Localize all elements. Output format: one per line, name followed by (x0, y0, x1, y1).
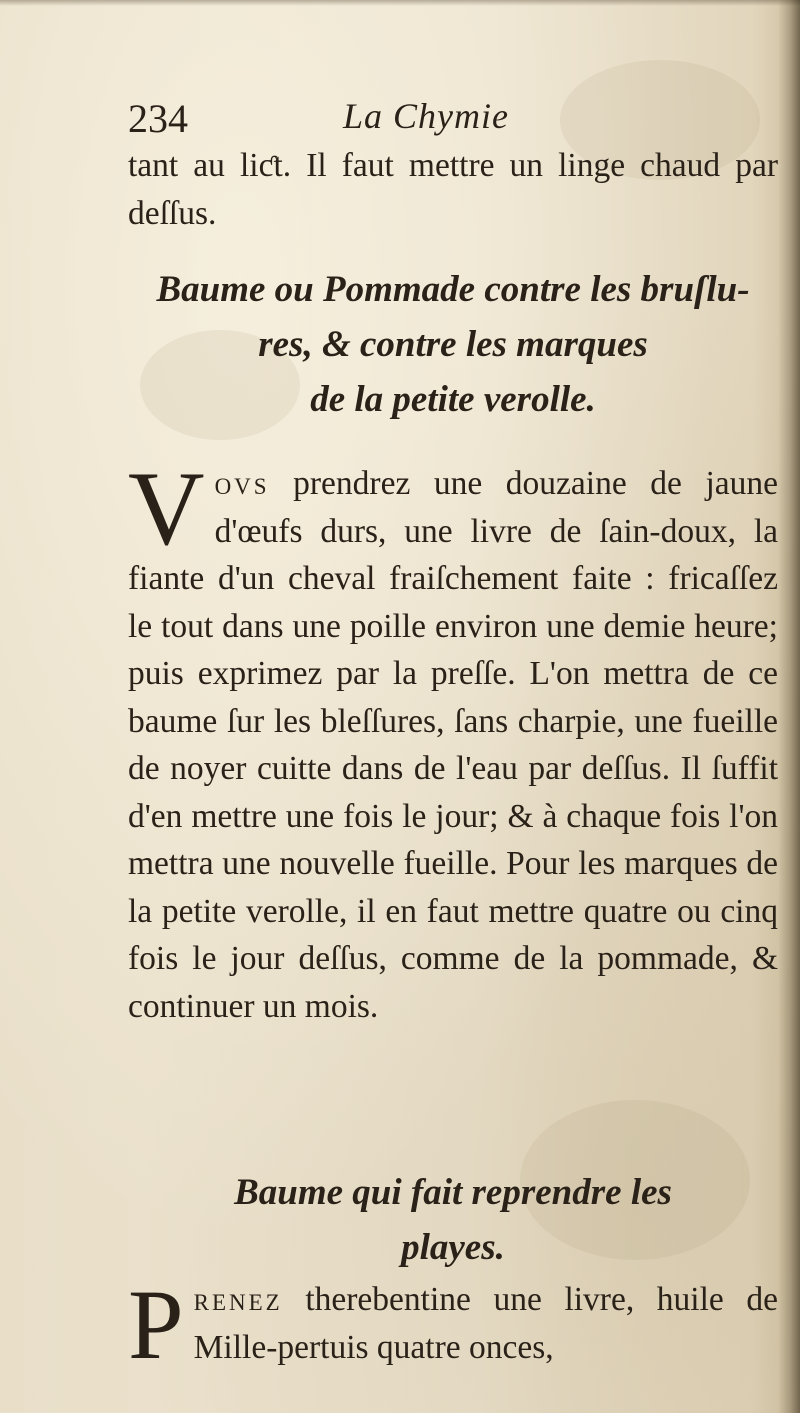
page-top-edge (0, 0, 800, 6)
section1-heading (128, 262, 778, 427)
page-gutter-shadow (778, 0, 800, 1413)
dropcap-letter: P (128, 1269, 184, 1380)
page-number: 234 (128, 96, 188, 141)
section1-heading-line: de la petite verolle. (310, 379, 596, 420)
section1-heading-line: Baume ou Pommade contre les bruſlu- (156, 269, 750, 310)
continuation-text: tant au liƈt. Il faut mettre un linge chaud par deſſus. (128, 147, 778, 232)
section2-paragraph (128, 1269, 778, 1380)
dropcap-letter: V (128, 450, 205, 567)
section2-heading-line: Baume qui fait reprendre les (234, 1172, 672, 1213)
section1-heading-line: res, & contre les marques (258, 324, 648, 365)
section2-heading-line: playes. (401, 1227, 505, 1268)
smallcaps-opening: renez (193, 1281, 283, 1318)
section2-heading (128, 1165, 778, 1275)
paragraph-text: prendrez une douzaine de jaune d'œufs durs, une livre de ſain-doux, la fiante d'un cheval fraiſchement faite : fricaſſez le tout dans une poille environ une demie heure; puis exprimez par la preſſe. L'on mettra de ce baume ſur les bleſſures, ſans charpie, une fueille de noyer cuitte dans de l'eau par deſſus. Il ſuffit d'en mettre une fois le jour; & à chaque fois l'on mettra une nouvelle fueille. Pour les marques de la petite verolle, il en faut mettre quatre ou cinq fois le jour deſſus, comme de la pommade, & continuer un mois. (128, 465, 778, 1025)
section1-paragraph (128, 450, 778, 1030)
paragraph-text: therebentine une livre, huile de Mille-pertuis quatre onces, (193, 1281, 778, 1366)
smallcaps-opening: ovs (214, 465, 270, 502)
page-header (128, 95, 768, 143)
running-head: La Chymie (343, 96, 509, 136)
